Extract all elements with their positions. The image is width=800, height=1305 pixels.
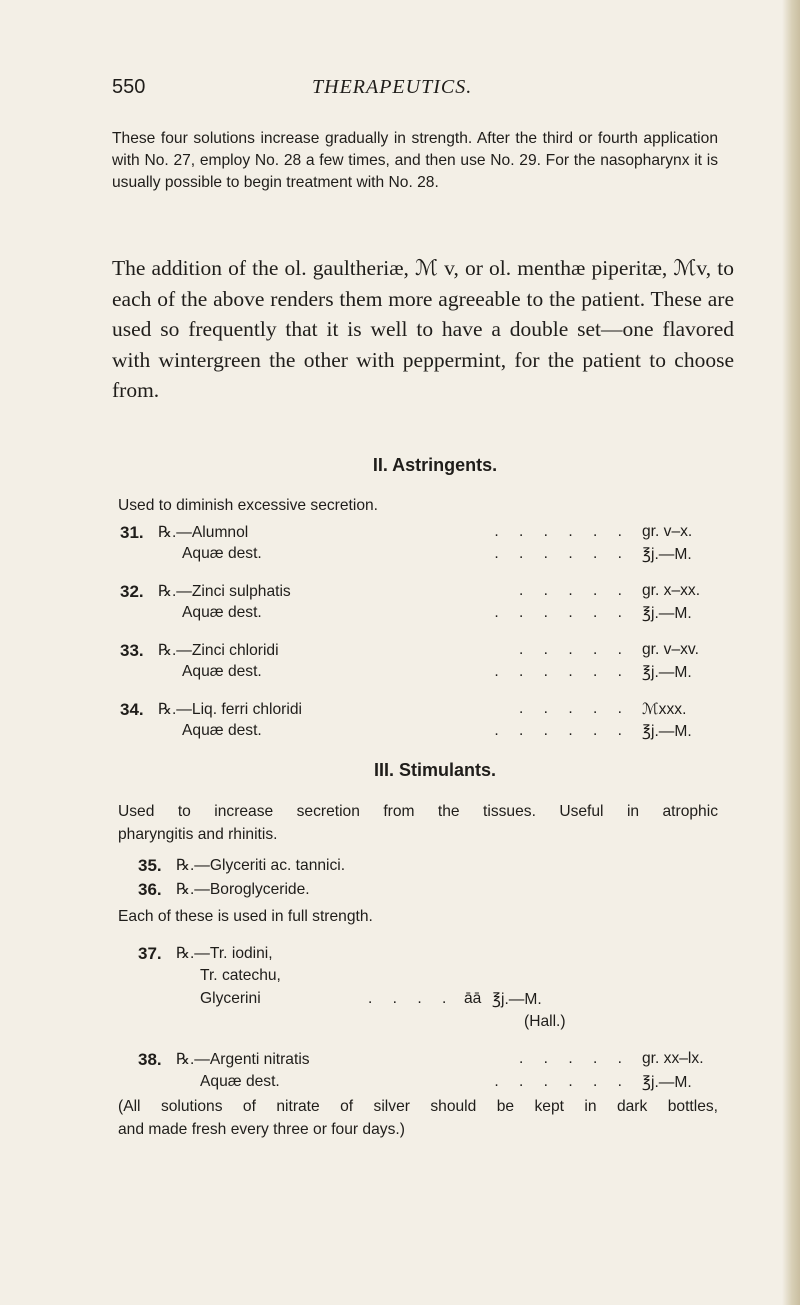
rx-33-line-1: [120, 641, 720, 663]
rx-number: 34.: [120, 700, 144, 719]
rx-vehicle-dose: ℥j.—M.: [642, 1074, 692, 1091]
silver-nitrate-note-line-1: (All solutions of nitrate of silver should be kept in dark bottles,: [118, 1098, 718, 1115]
rx-vehicle-dose: ℥j.—M.: [642, 664, 692, 681]
rx-number: 36.: [138, 880, 162, 899]
rx-37-line-3: [138, 990, 738, 1012]
rx-vehicle-dose: ℥j.—M.: [642, 723, 692, 740]
leader-dots: . . . . . .: [494, 545, 630, 562]
rx-vehicle: Aquæ dest.: [182, 604, 262, 621]
rx-34-line-1: [120, 700, 720, 722]
rx-ingredient: ℞.—Boroglyceride.: [176, 881, 310, 898]
rx-dose: gr. v–xv.: [642, 641, 699, 658]
page-edge-shadow: [782, 0, 800, 1305]
rx-ingredient: ℞.—Liq. ferri chloridi: [158, 701, 302, 718]
rx-ingredient: ℞.—Glyceriti ac. tannici.: [176, 857, 346, 874]
rx-33-line-2: [120, 663, 720, 685]
intro-paragraph: These four solutions increase gradually in strength. After the third or fourth application with No. 27, employ No. 28 a few times, and then use No. 29. For the nasopharynx it is usually possible to begin treatment with No. 28.: [112, 130, 718, 191]
rx-32-line-2: [120, 604, 720, 626]
rx-dose: gr. x–xx.: [642, 582, 701, 599]
stimulants-heading: III. Stimulants.: [373, 760, 497, 780]
rx-ingredient: ℞.—Argenti nitratis: [176, 1051, 310, 1068]
rx-ingredient: Glycerini: [200, 990, 261, 1007]
stimulants-intro-line-2: pharyngitis and rhinitis.: [118, 826, 278, 843]
rx-ingredient: ℞.—Tr. iodini,: [176, 945, 273, 962]
rx-34-line-2: [120, 722, 720, 744]
rx-dose: gr. xx–lx.: [642, 1050, 704, 1067]
rx-ingredient: Tr. catechu,: [200, 967, 281, 984]
page-number: 550: [112, 76, 146, 98]
rx-vehicle: Aquæ dest.: [200, 1073, 280, 1090]
leader-dots: . . . . . .: [494, 523, 630, 540]
rx-number: 38.: [138, 1050, 162, 1069]
rx-vehicle: Aquæ dest.: [182, 722, 262, 739]
rx-number: 33.: [120, 641, 144, 660]
leader-dots: . . . . . .: [494, 663, 630, 680]
rx-37-line-2: [138, 967, 738, 989]
rx-ingredient: ℞.—Zinci sulphatis: [158, 583, 291, 600]
rx-vehicle: Aquæ dest.: [182, 663, 262, 680]
rx-35: [138, 856, 738, 878]
leader-dots: . . . . .: [519, 641, 630, 658]
stimulants-intro-line-1: Used to increase secretion from the tissues. Useful in atrophic: [118, 803, 718, 820]
leader-dots: . . . . . .: [494, 722, 630, 739]
leader-dots: . . . .: [368, 990, 455, 1007]
rx-37-line-4: [138, 1013, 738, 1035]
full-strength-note: Each of these is used in full strength.: [118, 908, 373, 925]
page-header: [112, 76, 712, 110]
leader-dots: . . . . .: [519, 582, 630, 599]
flavoring-paragraph: The addition of the ol. gaultheriæ, ℳ v, or ol. menthæ piperitæ, ℳv, to each of the above renders them more agreeable to the patient. These are used so frequently that it is well to have a double set—one flavored with wintergreen the other with peppermint, for the patient to choose from.: [112, 256, 734, 402]
leader-dots: . . . . .: [519, 700, 630, 717]
running-title: THERAPEUTICS.: [312, 76, 473, 98]
leader-dots: . . . . . .: [494, 1073, 630, 1090]
rx-32-line-1: [120, 582, 720, 604]
rx-dose: ℳxxx.: [642, 701, 687, 718]
rx-ingredient: ℞.—Zinci chloridi: [158, 642, 279, 659]
rx-number: 37.: [138, 944, 162, 963]
ana-abbreviation: āā: [464, 990, 482, 1007]
rx-38-line-2: [138, 1073, 738, 1095]
rx-vehicle: Aquæ dest.: [182, 545, 262, 562]
rx-36: [138, 880, 738, 902]
rx-dose: ℥j.—M.: [492, 991, 542, 1008]
rx-attribution: (Hall.): [524, 1013, 566, 1030]
silver-nitrate-note-line-2: and made fresh every three or four days.): [118, 1121, 405, 1138]
rx-31-line-2: [120, 545, 720, 567]
rx-dose: gr. v–x.: [642, 523, 693, 540]
rx-vehicle-dose: ℥j.—M.: [642, 546, 692, 563]
rx-37-line-1: [138, 944, 738, 966]
rx-number: 31.: [120, 523, 144, 542]
rx-38-line-1: [138, 1050, 738, 1072]
leader-dots: . . . . .: [519, 1050, 630, 1067]
astringents-heading: II. Astringents.: [372, 455, 498, 475]
rx-number: 32.: [120, 582, 144, 601]
leader-dots: . . . . . .: [494, 604, 630, 621]
rx-number: 35.: [138, 856, 162, 875]
rx-ingredient: ℞.—Alumnol: [158, 524, 249, 541]
rx-vehicle-dose: ℥j.—M.: [642, 605, 692, 622]
rx-31-line-1: [120, 523, 720, 545]
astringents-intro: Used to diminish excessive secretion.: [118, 497, 379, 514]
